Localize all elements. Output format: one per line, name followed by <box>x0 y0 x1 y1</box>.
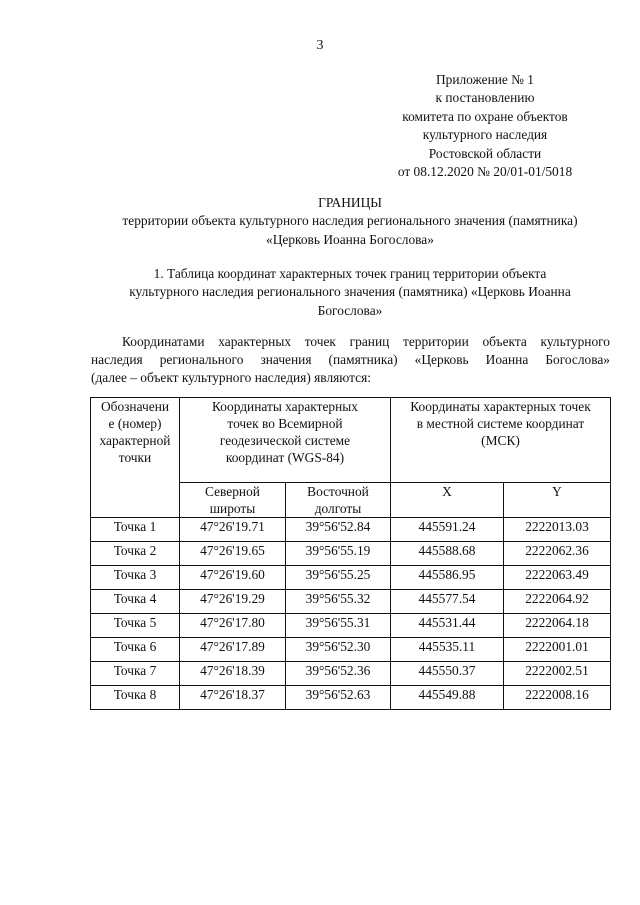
header-point-cell <box>91 398 180 518</box>
header-text: Координаты характерных <box>212 399 358 414</box>
point-cell: Точка 7 <box>91 662 180 686</box>
appendix-line: Ростовской области <box>428 145 542 161</box>
y-cell: 2222064.92 <box>504 590 611 614</box>
east-cell: 39°56'52.84 <box>286 518 391 542</box>
paragraph-line: Координатами характерных точек границ территории объекта культурного <box>122 334 610 349</box>
subheader-text: Северной <box>205 484 260 499</box>
north-cell: 47°26'17.80 <box>180 614 286 638</box>
north-cell: 47°26'18.37 <box>180 686 286 710</box>
table-row <box>91 590 611 614</box>
y-cell: 2222064.18 <box>504 614 611 638</box>
header-text: е (номер) <box>108 416 162 431</box>
x-cell: 445586.95 <box>391 566 504 590</box>
point-cell: Точка 8 <box>91 686 180 710</box>
paragraph-line: наследия регионального значения (памятника) «Церковь Иоанна Богослова» <box>91 352 610 368</box>
coordinates-table <box>90 397 611 710</box>
document-title <box>60 194 640 249</box>
east-cell: 39°56'52.63 <box>286 686 391 710</box>
subheader-east-cell <box>286 483 391 518</box>
subheader-text: Восточной <box>307 484 369 499</box>
section-line: Богослова» <box>317 302 383 318</box>
header-wgs-cell <box>180 398 391 483</box>
north-cell: 47°26'19.71 <box>180 518 286 542</box>
y-cell: 2222001.01 <box>504 638 611 662</box>
page-number: 3 <box>316 38 324 53</box>
point-cell: Точка 3 <box>91 566 180 590</box>
appendix-line: к постановлению <box>435 90 535 106</box>
table-row <box>91 566 611 590</box>
appendix-line: Приложение № 1 <box>435 72 535 87</box>
east-cell: 39°56'55.19 <box>286 542 391 566</box>
intro-paragraph <box>91 333 610 388</box>
x-cell: 445577.54 <box>391 590 504 614</box>
appendix-line: культурного наследия <box>422 127 548 143</box>
table-row <box>91 614 611 638</box>
header-text: в местной системе координат <box>416 416 585 431</box>
subheader-text: широты <box>209 501 256 516</box>
east-cell: 39°56'52.36 <box>286 662 391 686</box>
subheader-text: долготы <box>314 501 362 516</box>
north-cell: 47°26'19.60 <box>180 566 286 590</box>
header-text: геодезической системе <box>219 433 351 448</box>
appendix-line: от 08.12.2020 № 20/01-01/5018 <box>397 164 573 180</box>
header-text: характерной <box>99 433 171 448</box>
x-cell: 445591.24 <box>391 518 504 542</box>
east-cell: 39°56'55.32 <box>286 590 391 614</box>
x-cell: 445535.11 <box>391 638 504 662</box>
y-cell: 2222008.16 <box>504 686 611 710</box>
table-row <box>91 518 611 542</box>
east-cell: 39°56'55.25 <box>286 566 391 590</box>
x-cell: 445531.44 <box>391 614 504 638</box>
point-cell: Точка 2 <box>91 542 180 566</box>
header-text: координат (WGS-84) <box>225 450 345 465</box>
paragraph-line: (далее – объект культурного наследия) являются: <box>91 370 371 386</box>
point-cell: Точка 1 <box>91 518 180 542</box>
header-text: (МСК) <box>481 433 520 448</box>
table-row <box>91 662 611 686</box>
y-cell: 2222062.36 <box>504 542 611 566</box>
header-text: точек во Всемирной <box>227 416 343 431</box>
section-heading <box>80 265 620 320</box>
y-cell: 2222063.49 <box>504 566 611 590</box>
east-cell: 39°56'52.30 <box>286 638 391 662</box>
x-cell: 445588.68 <box>391 542 504 566</box>
table-row <box>91 686 611 710</box>
subheader-y-cell: Y <box>504 483 611 518</box>
east-cell: 39°56'55.31 <box>286 614 391 638</box>
north-cell: 47°26'18.39 <box>180 662 286 686</box>
header-msk-cell <box>391 398 611 483</box>
north-cell: 47°26'19.29 <box>180 590 286 614</box>
y-cell: 2222002.51 <box>504 662 611 686</box>
header-text: Координаты характерных точек <box>410 399 591 414</box>
x-cell: 445549.88 <box>391 686 504 710</box>
north-cell: 47°26'19.65 <box>180 542 286 566</box>
title-heading: ГРАНИЦЫ <box>318 195 382 210</box>
x-cell: 445550.37 <box>391 662 504 686</box>
y-cell: 2222013.03 <box>504 518 611 542</box>
table-row <box>91 638 611 662</box>
point-cell: Точка 6 <box>91 638 180 662</box>
header-text: точки <box>118 450 152 465</box>
point-cell: Точка 4 <box>91 590 180 614</box>
appendix-line: комитета по охране объектов <box>402 108 568 124</box>
section-line: культурного наследия регионального значения (памятника) «Церковь Иоанна <box>129 284 571 300</box>
header-text: Обозначени <box>100 399 170 414</box>
appendix-block <box>360 71 610 181</box>
title-line: «Церковь Иоанна Богослова» <box>266 231 434 247</box>
table-row <box>91 542 611 566</box>
subheader-x-cell: X <box>391 483 504 518</box>
table-header-row <box>91 398 611 483</box>
point-cell: Точка 5 <box>91 614 180 638</box>
section-line: 1. Таблица координат характерных точек границ территории объекта <box>153 266 547 281</box>
subheader-north-cell <box>180 483 286 518</box>
title-line: территории объекта культурного наследия регионального значения (памятника) <box>122 213 578 229</box>
north-cell: 47°26'17.89 <box>180 638 286 662</box>
